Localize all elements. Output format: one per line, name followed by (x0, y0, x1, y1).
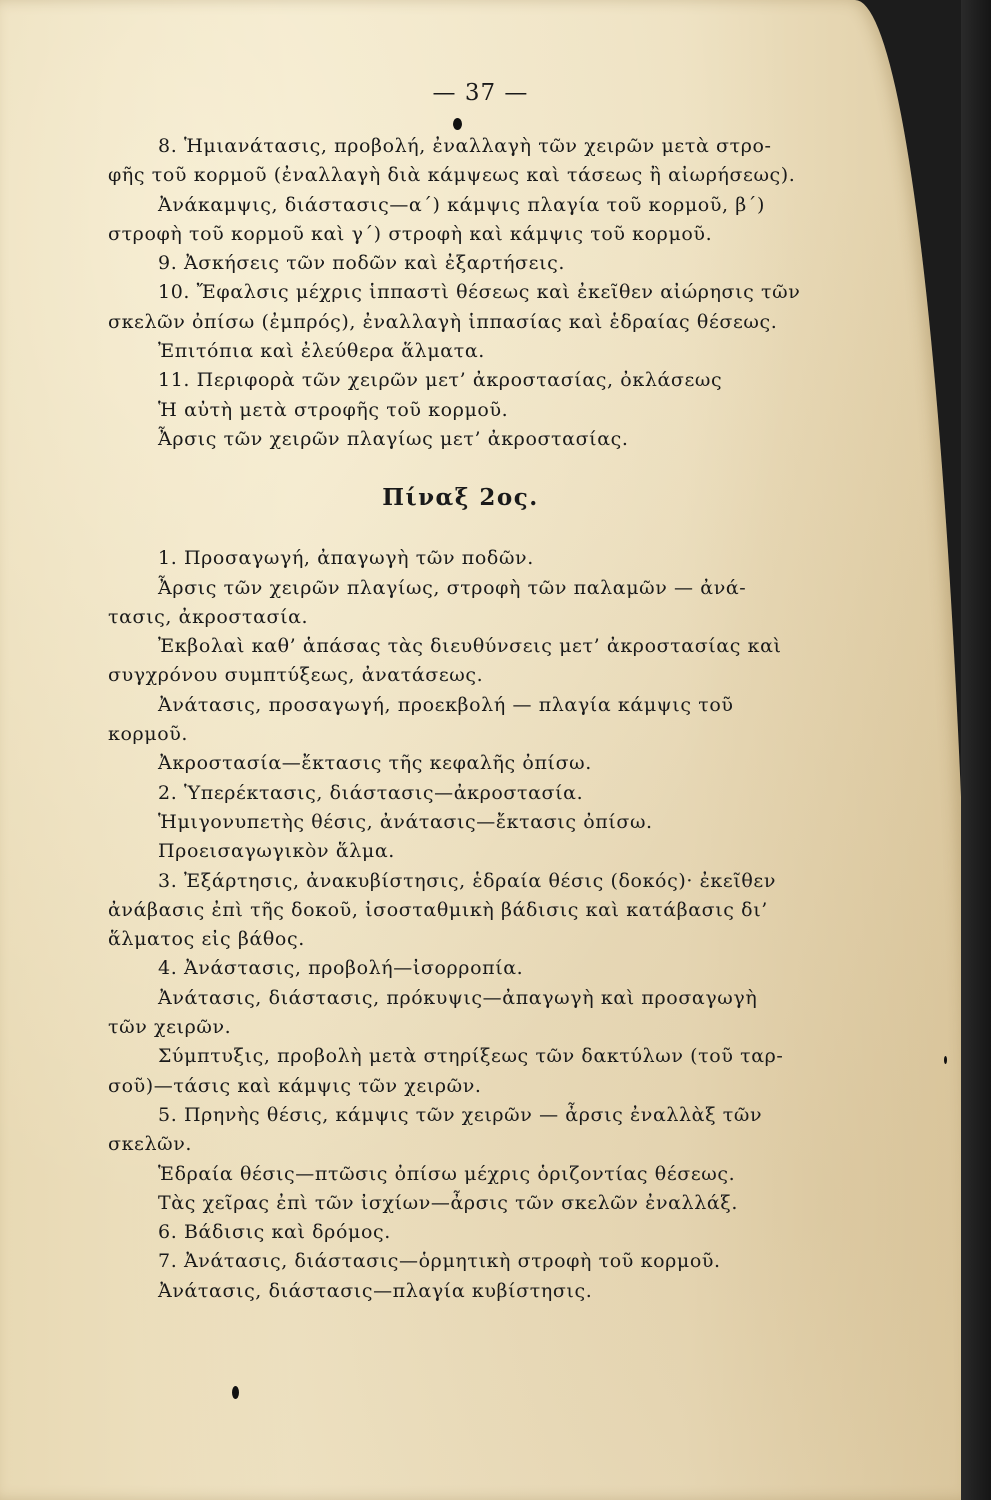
text-line: 1. Προσαγωγή, ἀπαγωγὴ τῶν ποδῶν. (158, 547, 534, 570)
table-heading: Πίναξ 2ος. (382, 484, 539, 512)
text-line: σοῦ)—τάσις καὶ κάμψις τῶν χειρῶν. (108, 1074, 482, 1097)
text-line: 4. Ἀνάστασις, προβολή—ἰσορροπία. (158, 957, 524, 980)
text-line: 11. Περιφορὰ τῶν χειρῶν μετ’ ἀκροστασίας, ὀκλάσεως (158, 369, 723, 392)
text-line: τασις, ἀκροστασία. (108, 605, 309, 628)
page-text (108, 80, 813, 1306)
text-line: Ἐκβολαὶ καθ’ ἁπάσας τὰς διευθύνσεις μετ’ ἀκροστασίας καὶ (158, 635, 782, 658)
text-line: Ἀνάτασις, διάστασις, πρόκυψις—ἀπαγωγὴ καὶ προσαγωγὴ (158, 986, 758, 1009)
text-line: σκελῶν ὀπίσω (ἐμπρός), ἐναλλαγὴ ἱππασίας καὶ ἑδραίας θέσεως. (108, 310, 778, 333)
text-line: φῆς τοῦ κορμοῦ (ἐναλλαγὴ διὰ κάμψεως καὶ τάσεως ἢ αἰωρήσεως). (108, 164, 796, 187)
text-line: Ἆρσις τῶν χειρῶν πλαγίως μετ’ ἀκροστασίας. (158, 427, 629, 450)
text-line: 6. Βάδισις καὶ δρόμος. (158, 1221, 391, 1244)
text-line: Ἀνάτασις, προσαγωγή, προεκβολή — πλαγία κάμψις τοῦ (158, 693, 734, 716)
page-number: — 37 — (432, 80, 529, 106)
scan-background-edge (961, 0, 991, 1500)
text-line: Τὰς χεῖρας ἐπὶ τῶν ἰσχίων—ἆρσις τῶν σκελῶν ἐναλλάξ. (158, 1191, 738, 1214)
text-line: τῶν χειρῶν. (108, 1016, 232, 1039)
ink-speck-top (453, 118, 462, 130)
text-line: 9. Ἀσκήσεις τῶν ποδῶν καὶ ἐξαρτήσεις. (158, 252, 565, 275)
ink-speck-right (944, 1056, 947, 1064)
text-line: Ἀκροστασία—ἔκτασις τῆς κεφαλῆς ὀπίσω. (158, 752, 592, 775)
text-line: ἀνάβασις ἐπὶ τῆς δοκοῦ, ἰσοσταθμικὴ βάδισις καὶ κατάβασις δι’ (108, 898, 768, 921)
text-line: Ἀνάτασις, διάστασις—πλαγία κυβίστησις. (158, 1279, 593, 1302)
text-line: Ἐπιτόπια καὶ ἐλεύθερα ἅλματα. (158, 340, 485, 363)
text-line: Προεισαγωγικὸν ἅλμα. (158, 840, 395, 863)
text-line: κορμοῦ. (108, 723, 189, 746)
text-line: 2. Ὑπερέκτασις, διάστασις—ἀκροστασία. (158, 781, 584, 804)
text-line: 5. Πρηνὴς θέσις, κάμψις τῶν χειρῶν — ἆρσις ἐναλλὰξ τῶν (158, 1103, 763, 1126)
text-line: στροφὴ τοῦ κορμοῦ καὶ γ΄) στροφὴ καὶ κάμψις τοῦ κορμοῦ. (108, 222, 713, 245)
ink-speck-bottom (232, 1386, 239, 1399)
text-line: ἅλματος εἰς βάθος. (108, 928, 305, 951)
paragraph-block-1 (108, 132, 813, 454)
text-line: 7. Ἀνάτασις, διάστασις—ὁρμητικὴ στροφὴ τοῦ κορμοῦ. (158, 1250, 721, 1273)
text-line: Ἡμιγονυπετὴς θέσις, ἀνάτασις—ἔκτασις ὀπίσω. (158, 810, 653, 833)
text-line: Ἀνάκαμψις, διάστασις—α΄) κάμψις πλαγία τοῦ κορμοῦ, β΄) (158, 193, 765, 216)
text-line: Ἡ αὐτὴ μετὰ στροφῆς τοῦ κορμοῦ. (158, 398, 509, 421)
text-line: σκελῶν. (108, 1133, 193, 1156)
text-line: 8. Ἡμιανάτασις, προβολή, ἐναλλαγὴ τῶν χειρῶν μετὰ στρο- (158, 135, 772, 157)
text-line: Ἑδραία θέσις—πτῶσις ὀπίσω μέχρις ὁριζοντίας θέσεως. (158, 1162, 736, 1185)
paragraph-block-2 (108, 544, 813, 1306)
text-line: συγχρόνου συμπτύξεως, ἀνατάσεως. (108, 664, 484, 687)
text-line: 3. Ἐξάρτησις, ἀνακυβίστησις, ἑδραία θέσις (δοκός)· ἐκεῖθεν (158, 869, 777, 892)
text-line: Ἆρσις τῶν χειρῶν πλαγίως, στροφὴ τῶν παλαμῶν — ἀνά- (158, 576, 747, 599)
text-line: 10. Ἔφαλσις μέχρις ἱππαστὶ θέσεως καὶ ἐκεῖθεν αἰώρησις τῶν (158, 281, 801, 304)
text-line: Σύμπτυξις, προβολὴ μετὰ στηρίξεως τῶν δακτύλων (τοῦ ταρ- (158, 1045, 784, 1068)
